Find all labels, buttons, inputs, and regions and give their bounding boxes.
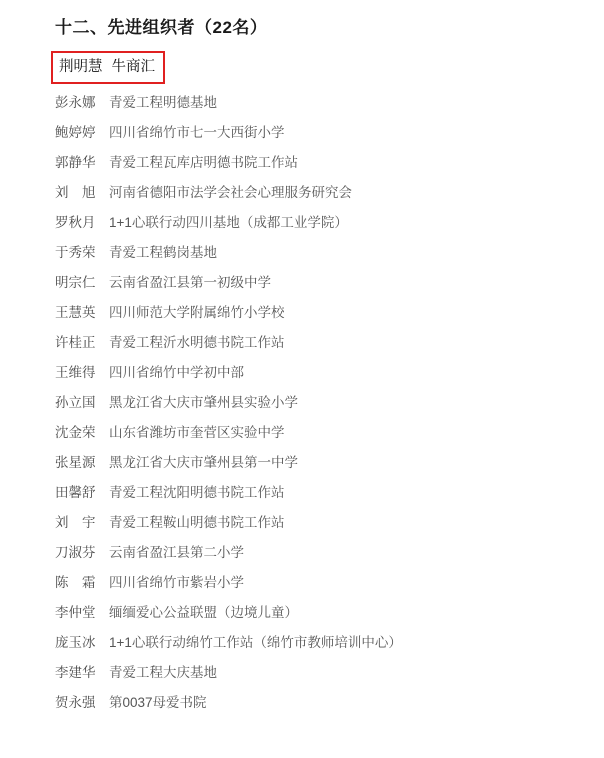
organization-name: 黑龙江省大庆市肇州县实验小学 [109, 395, 298, 410]
person-name: 许桂正 [55, 335, 96, 350]
list-item [55, 328, 584, 358]
person-name: 李建华 [55, 665, 96, 680]
list-item [55, 298, 584, 328]
organization-name: 山东省潍坊市奎菅区实验中学 [109, 425, 285, 440]
list-item [55, 268, 584, 298]
organization-name: 四川省绵竹市七一大西街小学 [109, 125, 285, 140]
organization-name: 牛商汇 [111, 59, 155, 75]
list-item [55, 478, 584, 508]
person-name: 孙立国 [55, 395, 96, 410]
list-item [55, 658, 584, 688]
organization-name: 青爱工程瓦库店明德书院工作站 [109, 155, 298, 170]
list-item [55, 628, 584, 658]
person-name: 李仲堂 [55, 605, 96, 620]
page-title: 十二、先进组织者（22名） [55, 18, 268, 37]
list-item [55, 388, 584, 418]
person-name: 于秀荣 [55, 245, 96, 260]
list-item [55, 568, 584, 598]
list-item [55, 448, 584, 478]
list-item [55, 178, 584, 208]
person-name: 刘 宇 [55, 515, 96, 530]
list-item [55, 88, 584, 118]
highlighted-entry-row [55, 48, 584, 88]
list-item [55, 508, 584, 538]
organization-name: 青爱工程沂水明德书院工作站 [109, 335, 285, 350]
list-item [55, 208, 584, 238]
organization-name: 黑龙江省大庆市肇州县第一中学 [109, 455, 298, 470]
highlight-box [51, 51, 165, 84]
person-name: 王慧英 [55, 305, 96, 320]
person-name: 沈金荣 [55, 425, 96, 440]
list-item [55, 538, 584, 568]
person-name: 陈 霜 [55, 575, 96, 590]
person-name: 田馨舒 [55, 485, 96, 500]
person-name: 荆明慧 [59, 59, 103, 75]
person-name: 鲍婷婷 [55, 125, 96, 140]
organization-name: 青爱工程鹤岗基地 [109, 245, 217, 260]
person-name: 彭永娜 [55, 95, 96, 110]
organization-name: 青爱工程明德基地 [109, 95, 217, 110]
list-item [55, 238, 584, 268]
organization-name: 四川省绵竹中学初中部 [109, 365, 244, 380]
organization-name: 缅缅爱心公益联盟（边境儿童） [109, 605, 298, 620]
list-item [55, 148, 584, 178]
person-name: 郭静华 [55, 155, 96, 170]
organization-name: 青爱工程大庆基地 [109, 665, 217, 680]
list-item [55, 418, 584, 448]
person-name: 罗秋月 [55, 215, 96, 230]
organization-name: 云南省盈江县第一初级中学 [109, 275, 271, 290]
organization-name: 1+1心联行动绵竹工作站（绵竹市教师培训中心） [109, 635, 402, 650]
organization-name: 1+1心联行动四川基地（成都工业学院） [109, 215, 348, 230]
person-name: 庞玉冰 [55, 635, 96, 650]
organization-name: 河南省德阳市法学会社会心理服务研究会 [109, 185, 352, 200]
list-item [55, 358, 584, 388]
person-name: 王维得 [55, 365, 96, 380]
person-name: 明宗仁 [55, 275, 96, 290]
organization-name: 第0037母爱书院 [109, 695, 207, 710]
person-name: 刀淑芬 [55, 545, 96, 560]
person-name: 张星源 [55, 455, 96, 470]
person-name: 刘 旭 [55, 185, 96, 200]
person-name: 贺永强 [55, 695, 96, 710]
organization-name: 青爱工程沈阳明德书院工作站 [109, 485, 285, 500]
organization-name: 四川省绵竹市紫岩小学 [109, 575, 244, 590]
organization-name: 四川师范大学附属绵竹小学校 [109, 305, 285, 320]
list-item [55, 688, 584, 718]
list-item [55, 598, 584, 628]
organization-name: 青爱工程鞍山明德书院工作站 [109, 515, 285, 530]
organizer-list [55, 88, 584, 718]
organization-name: 云南省盈江县第二小学 [109, 545, 244, 560]
list-item [55, 118, 584, 148]
